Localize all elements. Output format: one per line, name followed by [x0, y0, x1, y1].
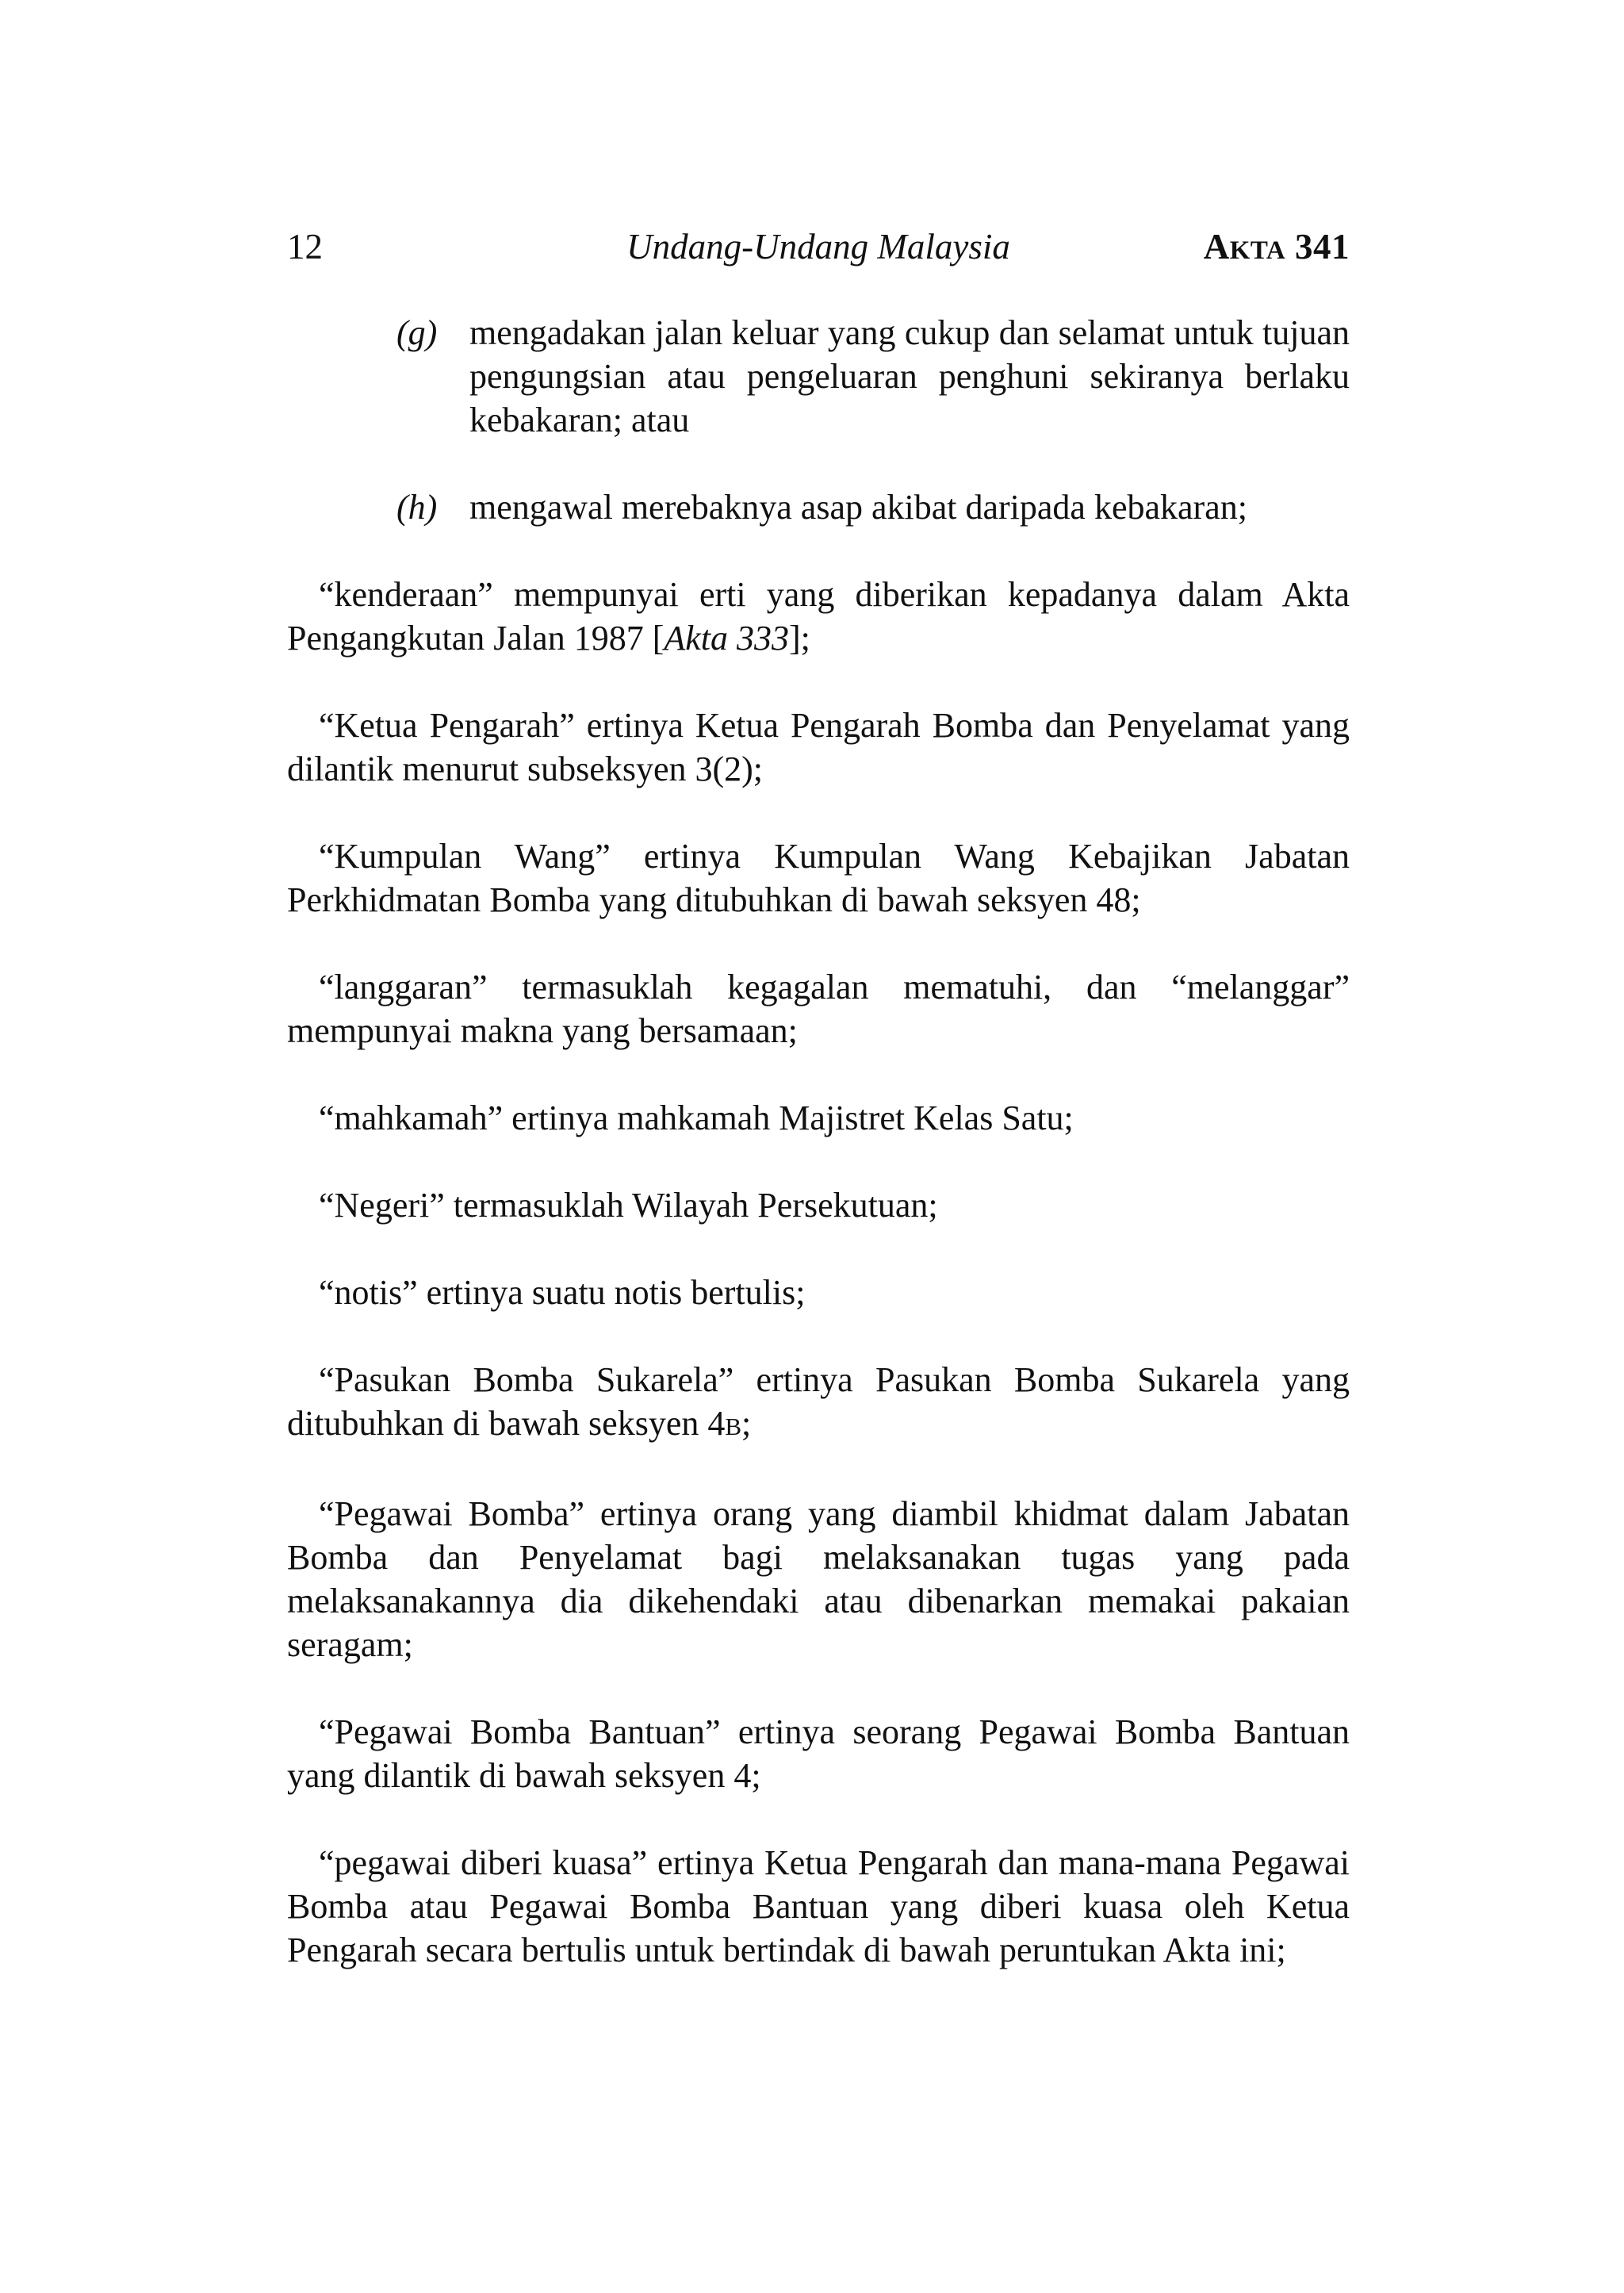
page-header: [287, 226, 1350, 274]
section-suffix: B: [725, 1413, 742, 1440]
definition-kenderaan: [287, 573, 1350, 660]
running-title: Undang-Undang Malaysia: [626, 227, 1010, 266]
definition-notis: “notis” ertinya suatu notis bertulis;: [319, 1273, 806, 1312]
definition-pasukan-bomba-sukarela: [287, 1358, 1350, 1448]
item-label: (g): [396, 313, 438, 352]
item-label: (h): [396, 488, 438, 527]
definition-mahkamah: “mahkamah” ertinya mahkamah Majistret Kelas Satu;: [319, 1099, 1074, 1137]
act-prefix-cap: A: [1203, 227, 1230, 266]
definition-kumpulan-wang: “Kumpulan Wang” ertinya Kumpulan Wang Kebajikan Jabatan Perkhidmatan Bomba yang ditubuhkan di bawah seksyen 48;: [287, 837, 1350, 919]
definition-pegawai-bomba: “Pegawai Bomba” ertinya orang yang diambil khidmat dalam Jabatan Bomba dan Penyelamat bagi melaksanakan tugas yang pada melaksanakannya dia dikehendaki atau dibenarkan memakai pakaian seragam;: [287, 1494, 1350, 1664]
document-body: [287, 311, 1350, 1972]
definition-text-end: ];: [788, 619, 810, 658]
paragraph-item-h: [396, 485, 1350, 529]
definition-text: “kenderaan” mempunyai erti yang diberikan kepadanya dalam Akta Pengangkutan Jalan 1987 [: [287, 575, 1350, 658]
paragraph-item-g: [396, 311, 1350, 442]
definition-negeri: “Negeri” termasuklah Wilayah Persekutuan;: [319, 1186, 938, 1225]
act-number: [1204, 226, 1350, 267]
definition-text-end: ;: [741, 1404, 752, 1443]
definition-ketua-pengarah: “Ketua Pengarah” ertinya Ketua Pengarah Bomba dan Penyelamat yang dilantik menurut subseksyen 3(2);: [287, 706, 1350, 788]
item-text: mengawal merebaknya asap akibat daripada kebakaran;: [469, 488, 1247, 527]
act-reference: Akta 333: [664, 619, 789, 658]
definition-pegawai-bomba-bantuan: “Pegawai Bomba Bantuan” ertinya seorang Pegawai Bomba Bantuan yang dilantik di bawah seksyen 4;: [287, 1712, 1350, 1795]
definition-langgaran: “langgaran” termasuklah kegagalan mematuhi, dan “melanggar” mempunyai makna yang bersamaan;: [287, 968, 1350, 1050]
item-text: mengadakan jalan keluar yang cukup dan selamat untuk tujuan pengungsian atau pengeluaran penghuni sekiranya berlaku kebakaran; atau: [469, 313, 1350, 439]
page-number: 12: [287, 227, 323, 266]
definition-pegawai-diberi-kuasa: “pegawai diberi kuasa” ertinya Ketua Pengarah dan mana-mana Pegawai Bomba atau Pegawai Bomba Bantuan yang diberi kuasa oleh Ketua Pengarah secara bertulis untuk bertindak di bawah peruntukan Akta ini;: [287, 1843, 1350, 1969]
definition-text: “Pasukan Bomba Sukarela” ertinya Pasukan Bomba Sukarela yang ditubuhkan di bawah seksyen 4: [287, 1360, 1350, 1443]
act-prefix-small: KTA: [1229, 236, 1286, 265]
act-number-value: 341: [1285, 227, 1350, 266]
